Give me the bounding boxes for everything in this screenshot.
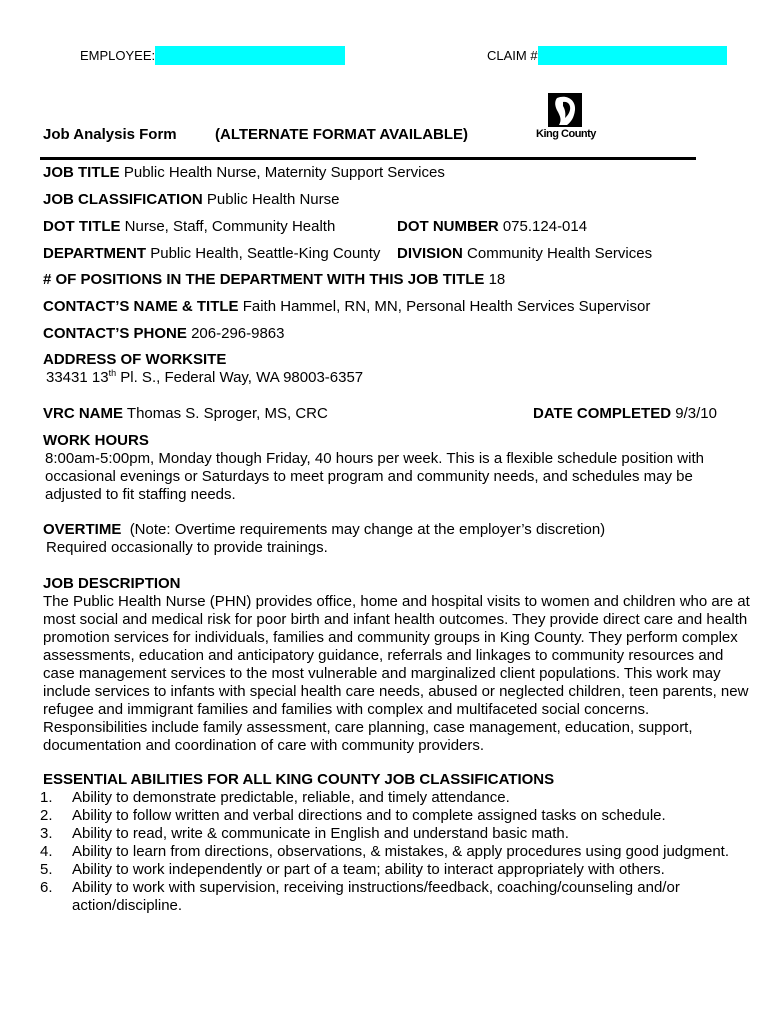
division-label: DIVISION: [397, 245, 463, 262]
division-value: Community Health Services: [467, 245, 653, 262]
employee-row: [80, 46, 345, 65]
vrc-name-value: Thomas S. Sproger, MS, CRC: [126, 405, 328, 422]
department-value: Public Health, Seattle-King County: [150, 245, 381, 262]
job-description-text: The Public Health Nurse (PHN) provides office, home and hospital visits to women and children who are at most social and medical risk for poor birth and infant health outcomes. They provide direct care and health promotion services for individuals, families and community groups in King County. They perform complex assessments, education and anticipatory guidance, referrals and linkages to community resources and case management services to the most vulnerable and marginalized client populations. This work may include services to infants with special health care needs, abused or neglected children, teen parents, new refugee and immigrant families and families with complex and multifaceted social concerns. Responsibilities include family assessment, care planning, case management, education, support, documentation and coordination of care with community providers.: [43, 593, 750, 754]
positions-label: # OF POSITIONS IN THE DEPARTMENT WITH THIS JOB TITLE: [43, 271, 485, 288]
header-divider: [40, 157, 696, 160]
alternate-format-note: (ALTERNATE FORMAT AVAILABLE): [215, 126, 469, 143]
overtime-text: Required occasionally to provide trainings.: [46, 539, 328, 556]
work-hours-heading: WORK HOURS: [43, 432, 149, 449]
job-description-section: [43, 575, 751, 755]
claim-label: CLAIM #: [487, 48, 538, 63]
list-item: 2. Ability to follow written and verbal directions and to complete assigned tasks on schedule.: [40, 807, 666, 824]
vrc-name-row: [43, 405, 328, 423]
address-ordinal: th: [108, 368, 117, 378]
job-title-row: [43, 164, 445, 182]
dot-title-label: DOT TITLE: [43, 218, 121, 235]
employee-label: EMPLOYEE:: [80, 48, 156, 63]
contact-name-value: Faith Hammel, RN, MN, Personal Health Services Supervisor: [242, 298, 651, 315]
list-item: 6. Ability to work with supervision, receiving instructions/feedback, coaching/counseling and/or action/discipline.: [40, 879, 680, 914]
job-classification-value: Public Health Nurse: [206, 191, 340, 208]
date-completed-row: [533, 405, 717, 423]
address-street: Pl. S., Federal Way, WA 98003-6357: [116, 369, 364, 386]
job-classification-row: [43, 191, 339, 209]
overtime-section: [43, 521, 755, 557]
date-completed-value: 9/3/10: [675, 405, 717, 422]
job-classification-label: JOB CLASSIFICATION: [43, 191, 203, 208]
address-value: [46, 369, 363, 387]
essential-abilities-section: [40, 771, 755, 915]
dot-title-row: [43, 218, 335, 236]
list-item: 4. Ability to learn from directions, observations, & mistakes, & apply procedures using good judgment.: [40, 843, 729, 860]
contact-phone-label: CONTACT’S PHONE: [43, 325, 187, 342]
logo-text: King County: [536, 128, 596, 140]
contact-phone-value: 206-296-9863: [191, 325, 285, 342]
essential-abilities-heading: ESSENTIAL ABILITIES FOR ALL KING COUNTY JOB CLASSIFICATIONS: [43, 771, 555, 788]
division-row: [397, 245, 652, 263]
employee-redaction: [155, 46, 345, 65]
work-hours-text: 8:00am-5:00pm, Monday though Friday, 40 hours per week. This is a flexible schedule position with occasional evenings or Saturdays to meet program and community needs, and schedules may be adjusted to fit staffing needs.: [45, 450, 704, 503]
contact-phone-row: [43, 325, 285, 343]
vrc-name-label: VRC NAME: [43, 405, 124, 422]
dot-title-value: Nurse, Staff, Community Health: [124, 218, 336, 235]
job-title-value: Public Health Nurse, Maternity Support Services: [123, 164, 445, 181]
contact-name-label: CONTACT’S NAME & TITLE: [43, 298, 239, 315]
address-number: 33431 13: [46, 369, 109, 386]
work-hours-section: [43, 432, 743, 504]
department-row: [43, 245, 380, 263]
claim-redaction: [538, 46, 727, 65]
list-item: 3. Ability to read, write & communicate in English and understand basic math.: [40, 825, 569, 842]
list-item: 1. Ability to demonstrate predictable, reliable, and timely attendance.: [40, 789, 510, 806]
overtime-heading: OVERTIME: [43, 521, 122, 538]
positions-value: 18: [488, 271, 506, 288]
overtime-note: (Note: Overtime requirements may change at the employer’s discretion): [129, 521, 606, 538]
date-completed-label: DATE COMPLETED: [533, 405, 672, 422]
claim-row: [487, 46, 727, 65]
job-title-label: JOB TITLE: [43, 164, 120, 181]
dot-number-row: [397, 218, 587, 236]
form-title: Job Analysis Form: [43, 126, 177, 143]
address-heading: [43, 351, 226, 369]
essential-abilities-list: [40, 789, 755, 915]
address-label: ADDRESS OF WORKSITE: [43, 351, 227, 368]
job-description-heading: JOB DESCRIPTION: [43, 575, 181, 592]
contact-name-row: [43, 298, 650, 316]
department-label: DEPARTMENT: [43, 245, 147, 262]
dot-number-value: 075.124-014: [502, 218, 588, 235]
king-county-logo: [527, 92, 605, 144]
dot-number-label: DOT NUMBER: [397, 218, 499, 235]
positions-row: [43, 271, 505, 289]
list-item: 5. Ability to work independently or part of a team; ability to interact appropriately with others.: [40, 861, 665, 878]
